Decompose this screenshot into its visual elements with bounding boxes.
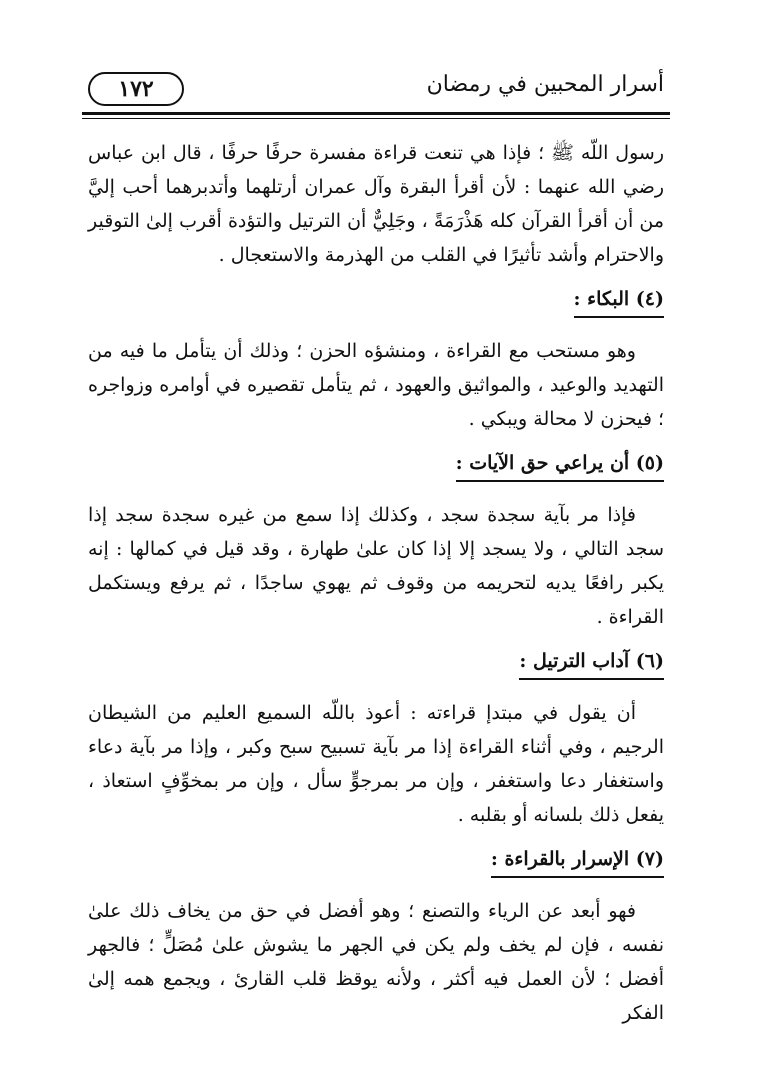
section-heading-text: (٤) البكاء : [574,284,664,318]
section-heading-text: (٦) آداب الترتيل : [519,646,664,680]
intro-paragraph: رسول اللّه ﷺ ؛ فإذا هي تنعت قراءة مفسرة حرفًا حرفًا ، قال ابن عباس رضي الله عنهما : لأن أقرأ البقرة وآل عمران أرتلهما وأتدبرهما أحب إليَّ من أن أقرأ القرآن كله هَذْرَمَةً ، وجَلِيٌّ أن الترتيل والتؤدة أقرب إلىٰ التوقير والاحترام وأشد تأثيرًا في القلب من الهذرمة والاستعجال . [88,142,664,266]
section-paragraph-silent-reading: فهو أبعد عن الرياء والتصنع ؛ وهو أفضل في حق من يخاف ذلك علىٰ نفسه ، فإن لم يخف ولم يكن في الجهر ما يشوش علىٰ مُصَلٍّ ؛ فالجهر أفضل ؛ لأن العمل فيه أكثر ، ولأنه يوقظ قلب القارئ ، ويجمع همه إلىٰ الفكر [88,900,664,1024]
page-number-badge [88,72,184,106]
section-paragraph-recitation: أن يقول في مبتدإ قراءته : أعوذ باللّه السميع العليم من الشيطان الرجيم ، وفي أثناء القراءة إذا مر بآية تسبيح سبح وكبر ، وإذا مر بآية دعاء واستغفار دعا واستغفر ، وإن مر بمرجوٍّ سأل ، وإن مر بمخوِّفٍ استعاذ ، يفعل ذلك بلسانه أو بقلبه . [88,702,664,826]
section-heading-verses [88,448,664,482]
section-heading-silent-reading [88,844,664,878]
book-page [88,66,664,1066]
section-heading-recitation [88,646,664,680]
header-rule-thin [82,118,670,119]
page-content [88,136,664,1030]
header-title: أسرار المحبين في رمضان [426,72,664,97]
running-header [88,66,664,114]
page-number: ١٧٢ [118,76,154,102]
section-heading-weeping [88,284,664,318]
section-paragraph-verses: فإذا مر بآية سجدة سجد ، وكذلك إذا سمع من غيره سجدة سجد إذا سجد التالي ، ولا يسجد إلا إذا كان علىٰ طهارة ، وقد قيل في كمالها : إنه يكبر رافعًا يديه لتحريمه من وقوف ثم يهوي ساجدًا ، ثم يرفع ويستكمل القراءة . [88,504,664,628]
section-heading-text: (٥) أن يراعي حق الآيات : [456,448,664,482]
section-heading-text: (٧) الإسرار بالقراءة : [491,844,664,878]
section-paragraph-weeping: وهو مستحب مع القراءة ، ومنشؤه الحزن ؛ وذلك أن يتأمل ما فيه من التهديد والوعيد ، والمواثيق والعهود ، ثم يتأمل تقصيره في أوامره وزواجره ؛ فيحزن لا محالة ويبكي . [88,340,664,430]
header-rule-thick [82,112,670,115]
